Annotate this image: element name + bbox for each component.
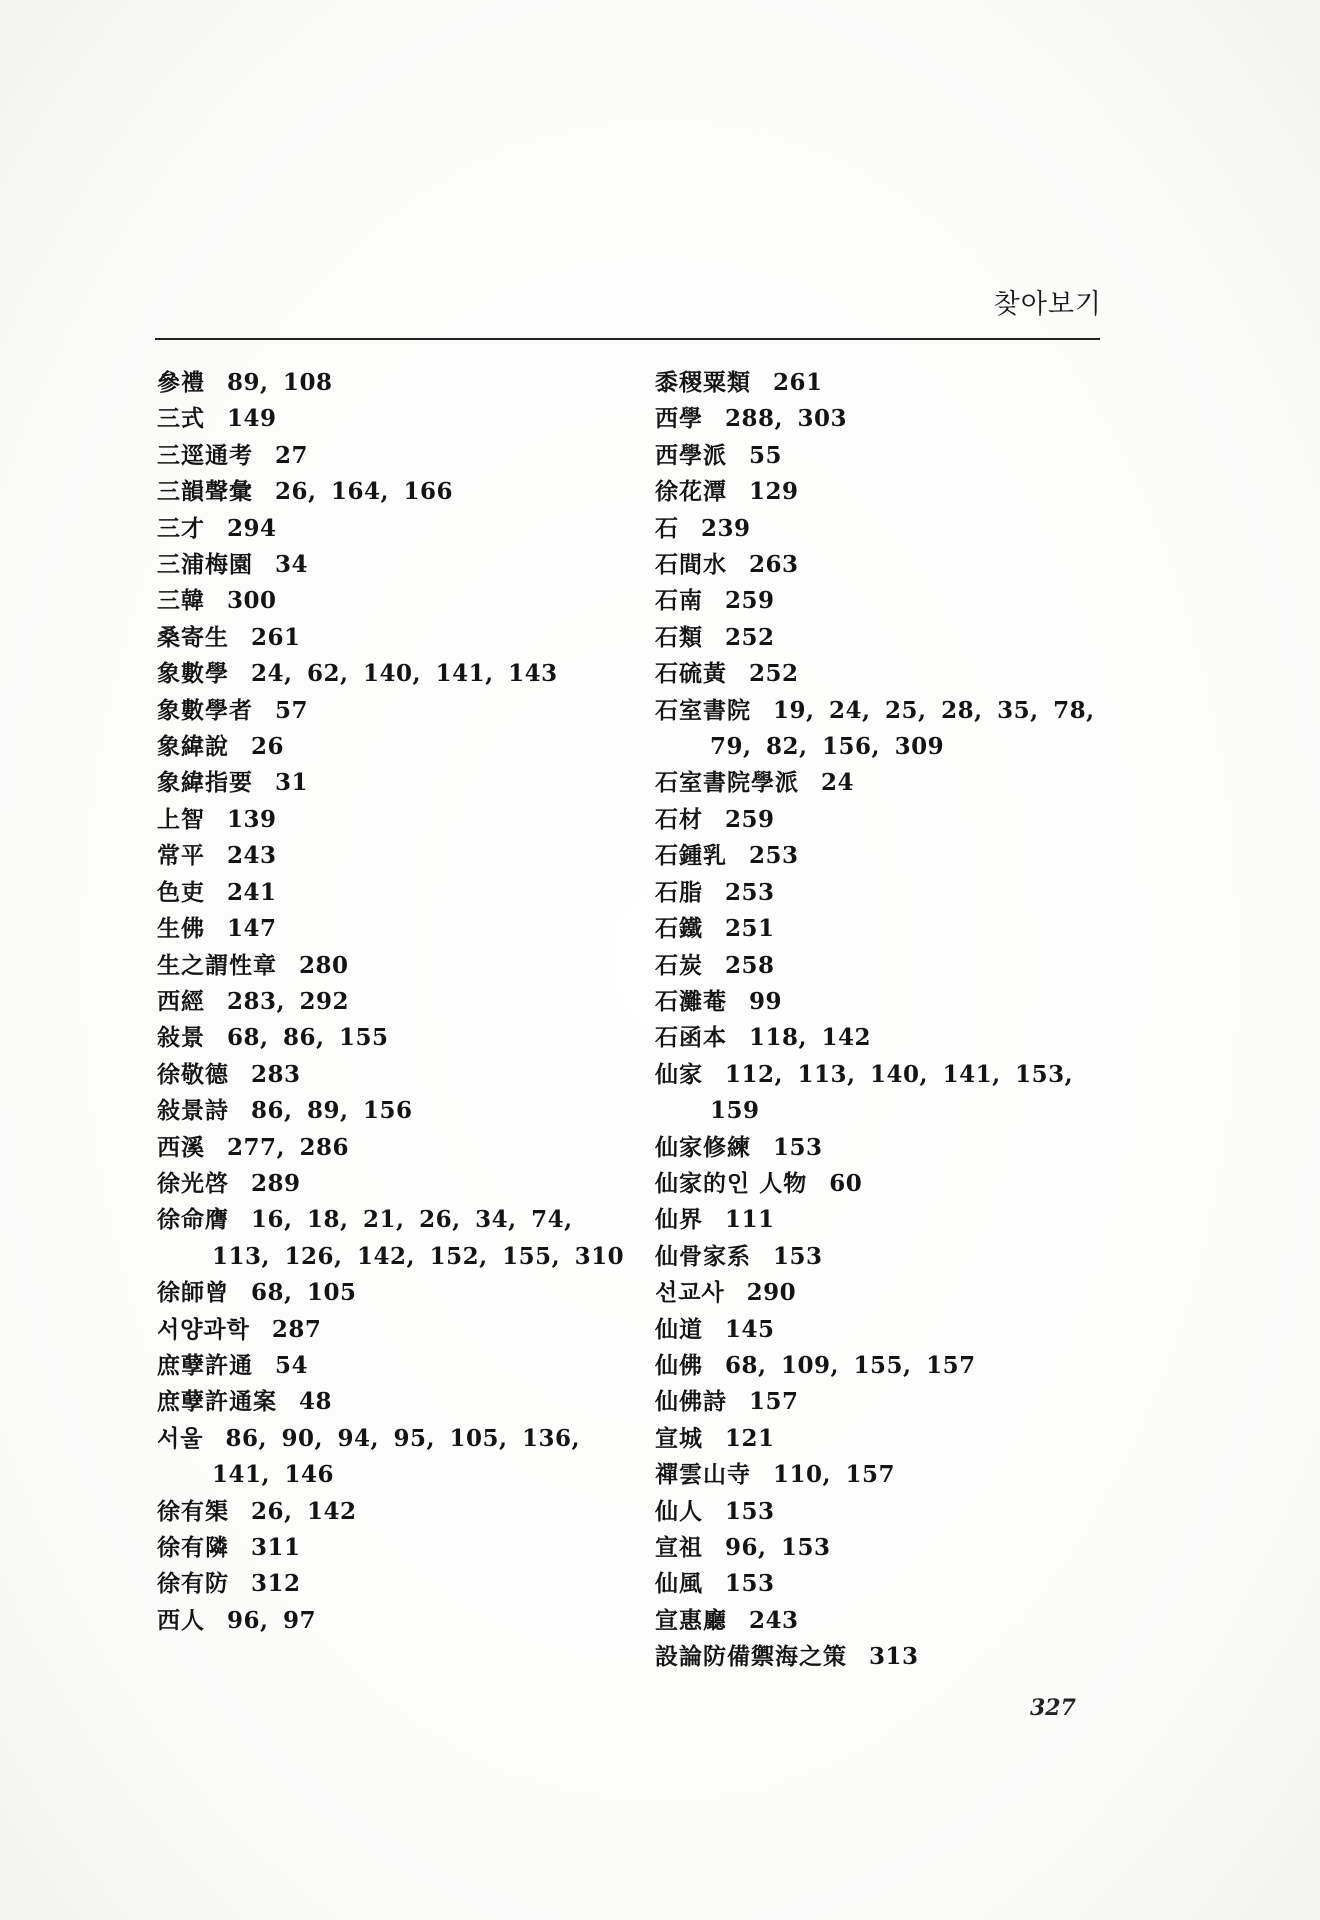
- index-entry: [157, 1312, 627, 1348]
- index-pages: 153: [725, 1497, 775, 1525]
- index-term: 仙風: [655, 1570, 703, 1598]
- index-entry: [157, 620, 627, 656]
- index-entry: [655, 365, 1115, 401]
- index-term: 三韻聲彙: [157, 478, 253, 506]
- index-pages: 290: [746, 1279, 797, 1307]
- index-term: 三韓: [157, 587, 205, 615]
- index-pages: 253: [725, 878, 775, 906]
- index-entry: [157, 1421, 627, 1494]
- index-entry: [157, 875, 627, 911]
- index-pages: 55: [749, 441, 783, 469]
- index-entry: [157, 1130, 627, 1166]
- index-column-left: [157, 365, 627, 1639]
- index-pages: 26: [251, 733, 285, 761]
- index-entry: [655, 1566, 1115, 1602]
- index-pages: 147: [227, 915, 277, 943]
- index-pages: 111: [725, 1206, 775, 1234]
- index-term: 서울: [157, 1424, 204, 1452]
- index-entry: [655, 511, 1115, 547]
- index-pages: 54: [275, 1351, 309, 1379]
- index-pages: 34: [275, 551, 309, 579]
- index-pages: 239: [701, 514, 751, 542]
- index-term: 生之謂性章: [157, 951, 277, 979]
- index-pages: 145: [725, 1315, 775, 1343]
- index-entry: [157, 583, 627, 619]
- index-pages: 153: [725, 1570, 775, 1598]
- index-pages: 96, 97: [227, 1606, 317, 1634]
- index-pages: 311: [251, 1534, 301, 1561]
- index-entry: [655, 984, 1115, 1020]
- index-pages: 287: [271, 1315, 322, 1343]
- index-pages: 280: [299, 951, 349, 979]
- index-entry: [655, 656, 1115, 692]
- index-term: 宣祖: [655, 1534, 703, 1561]
- index-entry: [655, 620, 1115, 656]
- index-pages: 129: [749, 478, 799, 506]
- index-pages: 48: [299, 1388, 333, 1416]
- index-pages: 259: [725, 587, 775, 615]
- index-term: 仙家修練: [655, 1133, 751, 1161]
- index-term: 石室書院: [655, 696, 751, 724]
- index-pages: 253: [749, 842, 799, 870]
- index-term: 仙道: [655, 1315, 703, 1343]
- index-term: 石脂: [655, 878, 703, 906]
- index-pages: 89, 108: [227, 369, 333, 396]
- index-term: 黍稷粟類: [655, 369, 751, 396]
- index-term: 敍景: [157, 1024, 205, 1052]
- index-entry: [157, 1202, 627, 1275]
- index-pages: 68, 86, 155: [227, 1024, 389, 1052]
- index-term: 石材: [655, 805, 703, 833]
- index-entry: [157, 984, 627, 1020]
- index-entry: [157, 1057, 627, 1093]
- index-term: 徐有防: [157, 1570, 229, 1598]
- index-entry: [157, 1348, 627, 1384]
- index-term: 仙家: [655, 1060, 703, 1088]
- index-pages: 288, 303: [725, 405, 848, 433]
- index-term: 仙界: [655, 1206, 703, 1234]
- index-entry: [157, 802, 627, 838]
- index-term: 敍景詩: [157, 1097, 229, 1125]
- index-term: 象數學: [157, 660, 229, 688]
- index-entry: [655, 1239, 1115, 1275]
- index-term: 石炭: [655, 951, 703, 979]
- page-title: 찾아보기: [993, 289, 1102, 320]
- index-pages: 149: [227, 405, 277, 433]
- index-entry: [655, 1348, 1115, 1384]
- index-term: 徐命膺: [157, 1206, 229, 1234]
- index-term: 三浦梅園: [157, 551, 253, 579]
- index-entry: [655, 547, 1115, 583]
- index-pages: 121: [725, 1424, 775, 1452]
- index-pages: 26, 164, 166: [275, 478, 454, 506]
- index-pages: 99: [749, 987, 783, 1015]
- index-term: 石函本: [655, 1024, 727, 1052]
- index-entry: [157, 365, 627, 401]
- index-term: 石: [655, 514, 679, 542]
- index-entry: [655, 1603, 1115, 1639]
- page-number: 327: [1030, 1695, 1076, 1721]
- index-pages: 27: [275, 441, 309, 469]
- index-entry: [655, 1275, 1115, 1311]
- index-pages: 153: [773, 1133, 823, 1161]
- index-entry: [157, 1494, 627, 1530]
- index-pages: 258: [725, 951, 775, 979]
- index-pages: 300: [227, 587, 277, 615]
- index-pages: 153: [773, 1242, 823, 1270]
- index-pages: 19, 24, 25, 28, 35, 78, 79, 82, 156, 309: [710, 696, 1095, 761]
- index-entry: [157, 948, 627, 984]
- index-entry: [655, 1421, 1115, 1457]
- index-entry: [655, 583, 1115, 619]
- index-pages: 68, 109, 155, 157: [725, 1351, 976, 1379]
- index-pages: 277, 286: [227, 1133, 350, 1161]
- index-entry: [157, 1530, 627, 1566]
- index-term: 仙佛詩: [655, 1388, 727, 1416]
- index-term: 上智: [157, 805, 205, 833]
- index-entry: [157, 1566, 627, 1602]
- index-term: 禪雲山寺: [655, 1461, 751, 1489]
- index-pages: 139: [227, 805, 277, 833]
- index-term: 徐有隣: [157, 1534, 229, 1561]
- index-entry: [655, 1166, 1115, 1202]
- index-term: 庶孽許通案: [157, 1388, 277, 1416]
- index-entry: [157, 693, 627, 729]
- index-entry: [655, 838, 1115, 874]
- index-pages: 86, 90, 94, 95, 105, 136, 141, 146: [212, 1424, 581, 1489]
- index-term: 桑寄生: [157, 623, 229, 651]
- index-term: 三才: [157, 514, 205, 542]
- header-rule: [155, 338, 1100, 340]
- index-term: 石鐵: [655, 915, 703, 943]
- index-term: 仙人: [655, 1497, 703, 1525]
- index-term: 石灘菴: [655, 987, 727, 1015]
- index-entry: [157, 1166, 627, 1202]
- index-entry: [157, 1275, 627, 1311]
- index-entry: [655, 1202, 1115, 1238]
- index-entry: [157, 911, 627, 947]
- index-entry: [655, 438, 1115, 474]
- index-term: 西學派: [655, 441, 727, 469]
- index-entry: [655, 1384, 1115, 1420]
- index-entry: [157, 765, 627, 801]
- index-term: 生佛: [157, 915, 205, 943]
- index-entry: [655, 401, 1115, 437]
- index-term: 三逕通考: [157, 441, 253, 469]
- index-entry: [157, 401, 627, 437]
- index-term: 常平: [157, 842, 205, 870]
- index-pages: 243: [227, 842, 277, 870]
- index-term: 設論防備禦海之策: [655, 1643, 847, 1671]
- index-term: 石間水: [655, 551, 727, 579]
- index-entry: [655, 1020, 1115, 1056]
- index-entry: [157, 1603, 627, 1639]
- index-entry: [655, 474, 1115, 510]
- index-pages: 96, 153: [725, 1534, 831, 1561]
- index-pages: 312: [251, 1570, 301, 1598]
- index-term: 參禮: [157, 369, 205, 396]
- index-term: 庶孽許通: [157, 1351, 253, 1379]
- index-term: 石南: [655, 587, 703, 615]
- index-pages: 261: [773, 369, 823, 396]
- index-pages: 251: [725, 915, 775, 943]
- index-term: 仙骨家系: [655, 1242, 751, 1270]
- index-pages: 259: [725, 805, 775, 833]
- index-term: 선교사: [655, 1279, 725, 1307]
- index-entry: [655, 948, 1115, 984]
- index-entry: [655, 1130, 1115, 1166]
- index-pages: 68, 105: [251, 1279, 357, 1307]
- index-term: 徐光啓: [157, 1169, 229, 1197]
- index-entry: [157, 729, 627, 765]
- index-entry: [655, 693, 1115, 766]
- index-pages: 294: [227, 514, 277, 542]
- index-pages: 26, 142: [251, 1497, 357, 1525]
- index-term: 서양과학: [157, 1315, 250, 1343]
- index-entry: [655, 875, 1115, 911]
- index-pages: 243: [749, 1606, 799, 1634]
- index-entry: [655, 1057, 1115, 1130]
- index-entry: [157, 1384, 627, 1420]
- index-entry: [157, 511, 627, 547]
- index-entry: [157, 547, 627, 583]
- index-term: 徐師曾: [157, 1279, 229, 1307]
- index-term: 象數學者: [157, 696, 253, 724]
- index-entry: [655, 1530, 1115, 1566]
- index-term: 西經: [157, 987, 205, 1015]
- index-term: 石硫黃: [655, 660, 727, 688]
- index-pages: 263: [749, 551, 799, 579]
- index-pages: 283, 292: [227, 987, 350, 1015]
- index-term: 徐敬德: [157, 1060, 229, 1088]
- index-term: 徐花潭: [655, 478, 727, 506]
- index-pages: 313: [869, 1643, 919, 1671]
- index-entry: [655, 802, 1115, 838]
- index-pages: 283: [251, 1060, 301, 1088]
- index-pages: 24, 62, 140, 141, 143: [251, 660, 558, 688]
- index-term: 象緯說: [157, 733, 229, 761]
- index-term: 西學: [655, 405, 703, 433]
- index-entry: [157, 656, 627, 692]
- index-entry: [157, 838, 627, 874]
- index-term: 象緯指要: [157, 769, 253, 797]
- index-term: 仙佛: [655, 1351, 703, 1379]
- index-term: 宣城: [655, 1424, 703, 1452]
- index-pages: 289: [251, 1169, 301, 1197]
- index-pages: 112, 113, 140, 141, 153, 159: [710, 1060, 1074, 1125]
- index-pages: 241: [227, 878, 277, 906]
- index-entry: [655, 765, 1115, 801]
- index-term: 徐有榘: [157, 1497, 229, 1525]
- index-entry: [157, 1093, 627, 1129]
- index-pages: 261: [251, 623, 301, 651]
- index-term: 石室書院學派: [655, 769, 799, 797]
- index-entry: [655, 1312, 1115, 1348]
- index-pages: 157: [749, 1388, 799, 1416]
- index-pages: 118, 142: [749, 1024, 872, 1052]
- index-term: 仙家的인 人物: [655, 1169, 808, 1197]
- index-term: 西人: [157, 1606, 205, 1634]
- index-pages: 110, 157: [773, 1461, 896, 1489]
- index-term: 石鍾乳: [655, 842, 727, 870]
- index-term: 色吏: [157, 878, 205, 906]
- index-entry: [655, 911, 1115, 947]
- index-entry: [655, 1494, 1115, 1530]
- index-pages: 24: [821, 769, 855, 797]
- index-entry: [655, 1457, 1115, 1493]
- index-entry: [157, 474, 627, 510]
- index-pages: 31: [275, 769, 309, 797]
- index-pages: 252: [725, 623, 775, 651]
- index-term: 西溪: [157, 1133, 205, 1161]
- index-term: 三式: [157, 405, 205, 433]
- index-term: 石類: [655, 623, 703, 651]
- index-pages: 60: [829, 1169, 863, 1197]
- index-pages: 16, 18, 21, 26, 34, 74, 113, 126, 142, 152, 155, 310: [212, 1206, 625, 1270]
- index-column-right: [655, 365, 1115, 1676]
- index-pages: 57: [275, 696, 309, 724]
- index-entry: [157, 438, 627, 474]
- index-pages: 252: [749, 660, 799, 688]
- index-entry: [655, 1639, 1115, 1675]
- index-pages: 86, 89, 156: [251, 1097, 413, 1125]
- index-entry: [157, 1020, 627, 1056]
- index-term: 宣惠廳: [655, 1606, 727, 1634]
